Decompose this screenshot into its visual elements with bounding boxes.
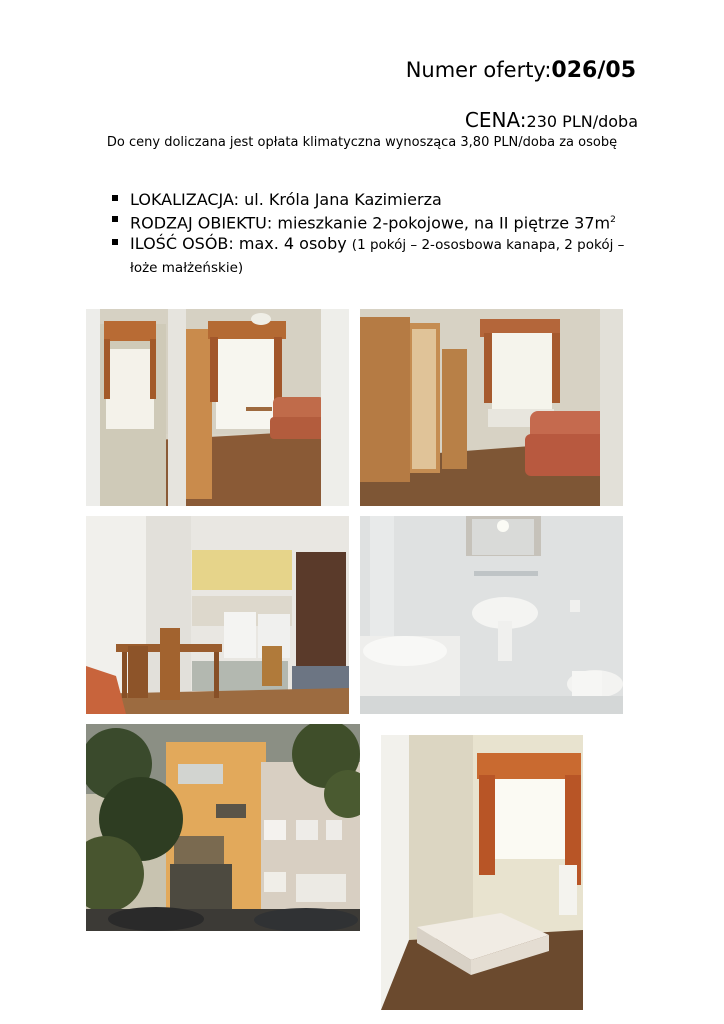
photo-kitchen-dining [86,516,349,714]
offer-label: Numer oferty: [405,58,552,82]
list-item-location [108,189,648,210]
photo-bedroom [381,735,583,1010]
photo-building-exterior [86,724,360,931]
offer-number-value: 026/05 [551,58,636,83]
climate-fee-note: Do ceny doliczana jest opłata klimatyczna wynosząca 3,80 PLN/doba za osobę [106,135,618,150]
area-superscript: 2 [610,215,616,225]
price [465,108,638,132]
location-text: LOKALIZACJA: ul. Króla Jana Kazimierza [130,190,442,209]
photo-living-room-wardrobe [360,309,623,506]
list-item-type [108,210,648,233]
persons-note: (1 pokój – 2-ososbowa kanapa, 2 pokój – łoże małżeńskie) [130,237,625,277]
persons-text: ILOŚĆ OSÓB: max. 4 osoby [130,234,347,254]
price-value: 230 PLN/doba [526,112,638,131]
list-item-persons [108,233,648,279]
photo-bathroom [360,516,623,714]
price-label: CENA: [464,108,527,132]
offer-details-list [108,189,648,279]
offer-number [406,58,636,83]
type-text: RODZAJ OBIEKTU: mieszkanie 2-pokojowe, na II piętrze 37m [130,213,611,233]
photo-living-room [86,309,349,506]
